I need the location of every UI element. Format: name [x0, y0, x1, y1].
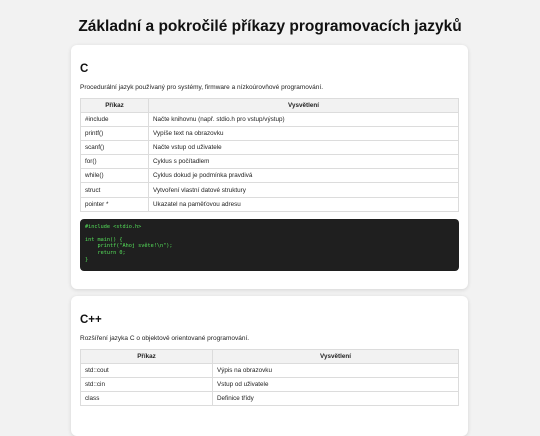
explanation-cell: Načte knihovnu (např. stdio.h pro vstup/výstup)	[149, 113, 459, 127]
command-cell: while()	[81, 169, 149, 183]
explanation-cell: Výpis na obrazovku	[213, 364, 459, 378]
section-description: Procedurální jazyk používaný pro systémy, firmware a nízkoúrovňové programování.	[80, 84, 324, 91]
section-card-c	[71, 45, 468, 289]
section-description: Rozšíření jazyka C o objektově orientované programování.	[80, 335, 250, 342]
explanation-cell: Vytvoření vlastní datové struktury	[149, 183, 459, 197]
explanation-cell: Definice třídy	[213, 392, 459, 406]
table-row	[81, 169, 459, 183]
command-cell: printf()	[81, 127, 149, 141]
table-header-row	[81, 99, 459, 113]
column-header-command: Příkaz	[81, 99, 149, 113]
page-title: Základní a pokročilé příkazy programovacích jazyků	[78, 18, 462, 35]
commands-table	[80, 349, 459, 406]
command-cell: std::cout	[81, 364, 213, 378]
column-header-explanation: Vysvětlení	[149, 99, 459, 113]
table-row	[81, 392, 459, 406]
command-cell: std::cin	[81, 378, 213, 392]
column-header-explanation: Vysvětlení	[213, 350, 459, 364]
command-cell: scanf()	[81, 141, 149, 155]
explanation-cell: Vstup od uživatele	[213, 378, 459, 392]
table-row	[81, 378, 459, 392]
section-heading: C	[80, 63, 89, 75]
command-cell: struct	[81, 183, 149, 197]
table-row	[81, 364, 459, 378]
command-cell: for()	[81, 155, 149, 169]
commands-table	[80, 98, 459, 212]
table-row	[81, 197, 459, 211]
code-example: #include <stdio.h> int main() { printf("Ahoj světe!\n"); return 0; }	[80, 219, 459, 271]
section-heading: C++	[80, 314, 102, 326]
command-cell: class	[81, 392, 213, 406]
explanation-cell: Ukazatel na paměťovou adresu	[149, 197, 459, 211]
table-row	[81, 127, 459, 141]
explanation-cell: Načte vstup od uživatele	[149, 141, 459, 155]
table-row	[81, 113, 459, 127]
explanation-cell: Vypíše text na obrazovku	[149, 127, 459, 141]
explanation-cell: Cyklus s počítadlem	[149, 155, 459, 169]
command-cell: pointer *	[81, 197, 149, 211]
table-row	[81, 141, 459, 155]
table-header-row	[81, 350, 459, 364]
column-header-command: Příkaz	[81, 350, 213, 364]
command-cell: #include	[81, 113, 149, 127]
table-row	[81, 183, 459, 197]
table-row	[81, 155, 459, 169]
section-card-cpp	[71, 296, 468, 436]
explanation-cell: Cyklus dokud je podmínka pravdivá	[149, 169, 459, 183]
